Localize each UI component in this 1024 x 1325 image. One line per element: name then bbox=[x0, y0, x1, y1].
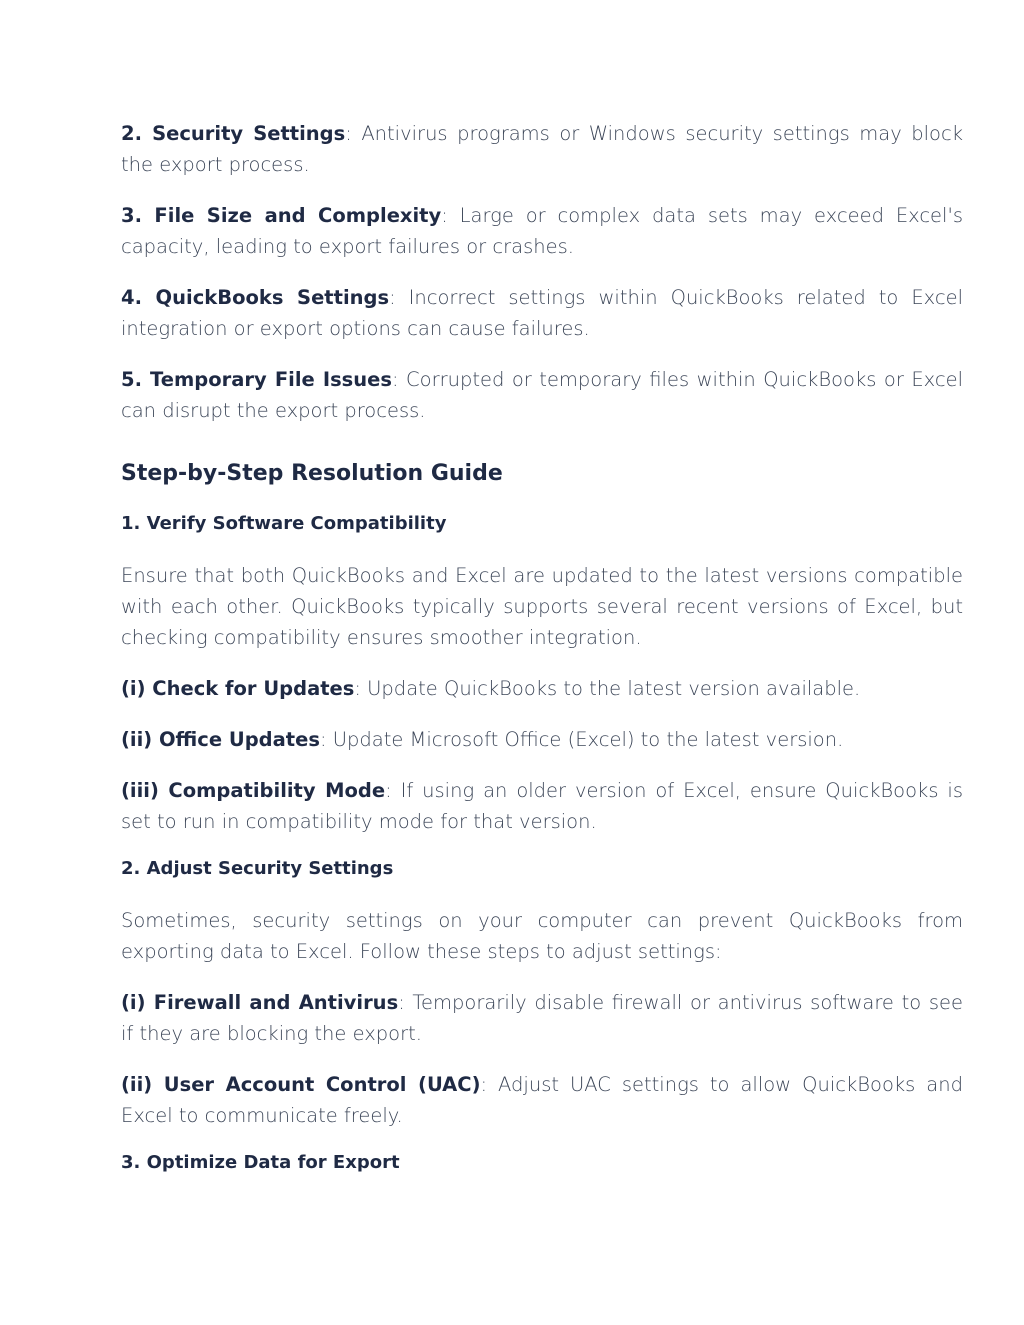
step-item-text: : Update Microsoft Office (Excel) to the latest version. bbox=[319, 728, 844, 751]
step-item-text: : Adjust UAC settings to allow QuickBooks and Excel to communicate freely. bbox=[121, 1073, 963, 1127]
cause-item bbox=[121, 200, 963, 262]
step-item-term: (ii) User Account Control (UAC) bbox=[121, 1073, 481, 1096]
cause-text: : Corrupted or temporary files within QuickBooks or Excel can disrupt the export process. bbox=[121, 368, 963, 422]
cause-text: : Large or complex data sets may exceed Excel's capacity, leading to export failures or crashes. bbox=[121, 204, 963, 258]
document-page bbox=[121, 118, 963, 1199]
step-item bbox=[121, 775, 963, 837]
step-intro: Ensure that both QuickBooks and Excel are updated to the latest versions compatible with each other. QuickBooks typically supports several recent versions of Excel, but checking compatibility ensures smoother integration. bbox=[121, 564, 963, 649]
step-item bbox=[121, 1069, 963, 1131]
section-heading: Step-by-Step Resolution Guide bbox=[121, 461, 503, 486]
step-item-term: (i) Firewall and Antivirus bbox=[121, 991, 399, 1014]
cause-item bbox=[121, 118, 963, 180]
step-item-term: (i) Check for Updates bbox=[121, 677, 355, 700]
cause-term: 3. File Size and Complexity bbox=[121, 204, 442, 227]
cause-item bbox=[121, 364, 963, 426]
cause-text: : Antivirus programs or Windows security settings may block the export process. bbox=[121, 122, 963, 176]
step-item bbox=[121, 724, 963, 755]
step-item-text: : If using an older version of Excel, ensure QuickBooks is set to run in compatibility mode for that version. bbox=[121, 779, 963, 833]
step-heading: 3. Optimize Data for Export bbox=[121, 1152, 400, 1173]
step-heading: 2. Adjust Security Settings bbox=[121, 858, 394, 879]
step-item-text: : Temporarily disable firewall or antivirus software to see if they are blocking the export. bbox=[121, 991, 964, 1045]
step-item bbox=[121, 987, 963, 1049]
step-item bbox=[121, 673, 963, 704]
cause-term: 5. Temporary File Issues bbox=[121, 368, 392, 391]
cause-term: 2. Security Settings bbox=[121, 122, 346, 145]
step-item-term: (iii) Compatibility Mode bbox=[121, 779, 386, 802]
step-item-text: : Update QuickBooks to the latest version available. bbox=[354, 677, 861, 700]
cause-text: : Incorrect settings within QuickBooks related to Excel integration or export options can cause failures. bbox=[121, 286, 963, 340]
step-item-term: (ii) Office Updates bbox=[121, 728, 320, 751]
cause-term: 4. QuickBooks Settings bbox=[121, 286, 390, 309]
step-heading: 1. Verify Software Compatibility bbox=[121, 513, 447, 534]
step-intro: Sometimes, security settings on your computer can prevent QuickBooks from exporting data to Excel. Follow these steps to adjust settings: bbox=[121, 909, 963, 963]
cause-item bbox=[121, 282, 963, 344]
